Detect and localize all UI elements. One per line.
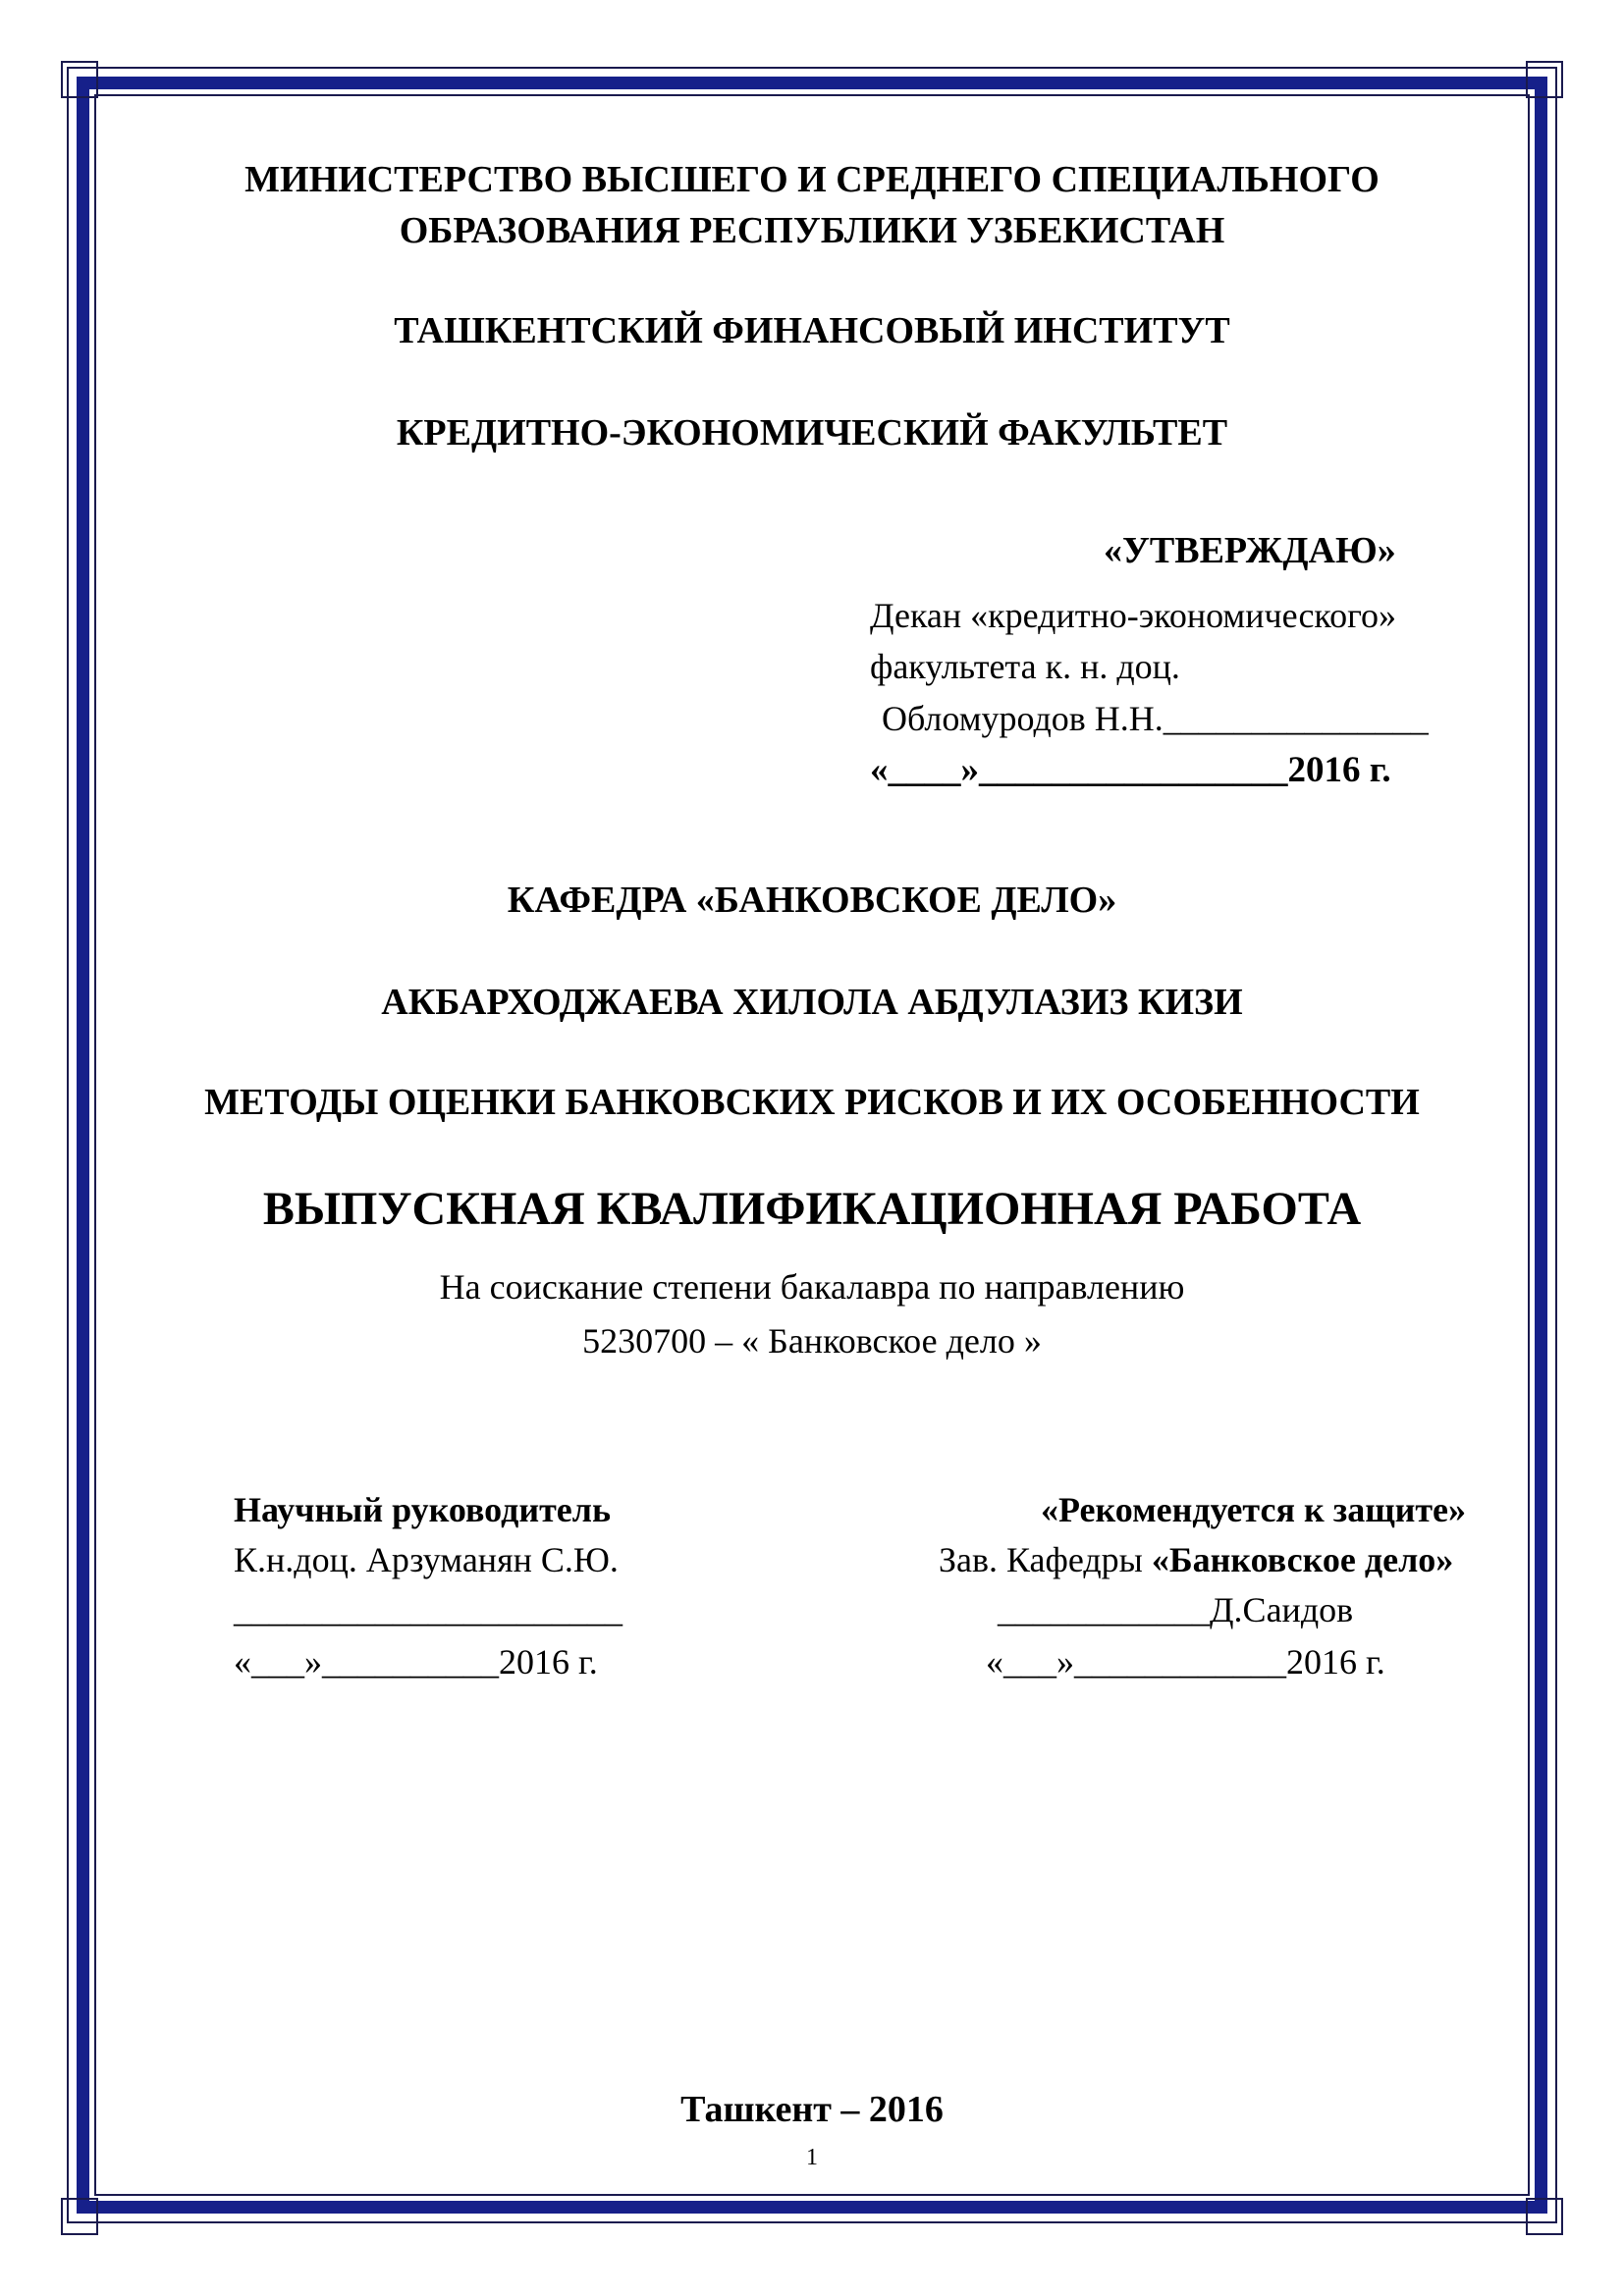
city-year: Ташкент – 2016 [680, 2089, 944, 2130]
approval-date-blank: _________________ [979, 750, 1288, 790]
ministry-line-2: ОБРАЗОВАНИЯ РЕСПУБЛИКИ УЗБЕКИСТАН [399, 210, 1225, 251]
supervisor-signature-line: ______________________ [234, 1590, 623, 1629]
department-name: КАФЕДРА «БАНКОВСКОЕ ДЕЛО» [507, 880, 1117, 921]
recommendation-date: «___»____________2016 г. [986, 1642, 1385, 1682]
frame-corner-ornament [61, 61, 98, 98]
frame-corner-ornament [1526, 2198, 1563, 2235]
approval-date [870, 752, 1391, 788]
author-name: АКБАРХОДЖАЕВА ХИЛОЛА АБДУЛАЗИЗ КИЗИ [381, 982, 1243, 1023]
institute-name: ТАШКЕНТСКИЙ ФИНАНСОВЫЙ ИНСТИТУТ [394, 310, 1230, 351]
department-head-line [939, 1542, 1453, 1577]
approval-heading: «УТВЕРЖДАЮ» [1104, 530, 1396, 571]
department-head-signature: ____________Д.Саидов [998, 1590, 1354, 1629]
page-number: 1 [806, 2145, 818, 2170]
degree-line-2: 5230700 – « Банковское дело » [582, 1321, 1042, 1361]
thesis-topic: МЕТОДЫ ОЦЕНКИ БАНКОВСКИХ РИСКОВ И ИХ ОСОБЕННОСТИ [204, 1082, 1420, 1123]
approval-faculty-line: факультета к. н. доц. [870, 647, 1180, 686]
supervisor-date: «___»__________2016 г. [234, 1642, 598, 1682]
supervisor-name: К.н.доц. Арзуманян С.Ю. [234, 1540, 619, 1579]
ministry-line-1: МИНИСТЕРСТВО ВЫСШЕГО И СРЕДНЕГО СПЕЦИАЛЬНОГО [244, 159, 1380, 200]
document-title: ВЫПУСКНАЯ КВАЛИФИКАЦИОННАЯ РАБОТА [262, 1183, 1362, 1235]
page-frame-inner [94, 94, 1530, 2196]
recommendation-heading: «Рекомендуется к защите» [1041, 1490, 1466, 1529]
department-head-prefix: Зав. Кафедры [939, 1540, 1152, 1579]
frame-corner-ornament [61, 2198, 98, 2235]
approval-date-year: 2016 г. [1287, 750, 1391, 790]
degree-line-1: На соискание степени бакалавра по направлению [439, 1267, 1185, 1307]
department-head-dept: «Банковское дело» [1151, 1540, 1454, 1579]
approval-dean-name: Обломуродов Н.Н._______________ [882, 699, 1429, 738]
frame-corner-ornament [1526, 61, 1563, 98]
approval-dean-line: Декан «кредитно-экономического» [870, 596, 1396, 635]
supervisor-heading: Научный руководитель [234, 1490, 611, 1529]
faculty-name: КРЕДИТНО-ЭКОНОМИЧЕСКИЙ ФАКУЛЬТЕТ [396, 412, 1228, 454]
approval-date-day: «____» [870, 750, 979, 790]
